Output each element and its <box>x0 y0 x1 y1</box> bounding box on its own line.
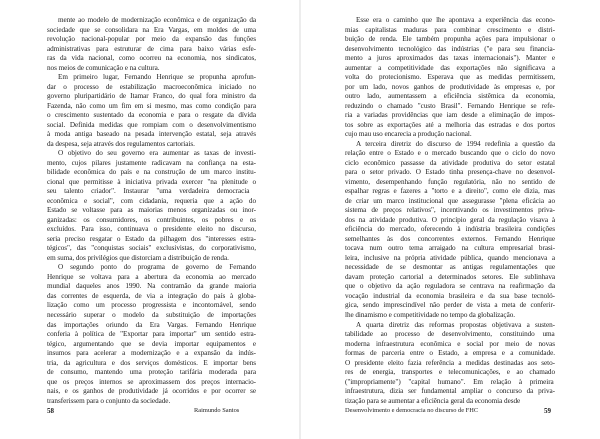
text-line: reduzindo o chamado "custo Brasil". Fernando Henrique se refe- <box>345 101 555 110</box>
text-line: tabilidade ao processo de desenvolvimento, constituindo uma <box>345 330 555 339</box>
text-line: mento a juros aproximados das taxas internacionais"). Manter e <box>345 54 555 63</box>
text-line: excluídos. Para isso, continuava o presidente eleito no discurso, <box>47 225 256 234</box>
text-line: das correntes de esquerda, de via a integração do país à globa- <box>47 291 256 300</box>
text-line: tocava num outro tema arraigado na cultura empresarial brasi- <box>345 244 555 253</box>
running-head-right: Desenvolvimento e democracia no discurso de FHC <box>345 407 479 414</box>
text-line: tégico, argumentando que se devia importar equipamentos e <box>47 339 256 348</box>
text-line: O presidente eleito fazia referência a medidas destinadas aos seto- <box>345 358 555 367</box>
text-line: sistema de preços relativos", incentivando os investimentos priva- <box>345 206 555 215</box>
text-line: transferissem para o conjunto da sociedade. <box>47 396 171 405</box>
text-line: tos sobre as exportações até a melhoria das estradas e dos portos <box>345 120 555 129</box>
text-line: governo pluripartidário de Itamar Franco, do qual fora ministro da <box>47 92 256 101</box>
text-line: que os preços internos se aproximassem dos preços internacio- <box>47 377 256 386</box>
text-line: tização para se aumentar a eficiência geral da economia desde <box>345 396 521 405</box>
text-line: à moda antiga baseado na pesada intervenção estatal, seja através <box>47 130 256 139</box>
text-line: infraestrutura, dizia ser fundamental ampliar o concurso da priva- <box>345 387 555 396</box>
text-line: tégicos", das "conquistas sociais" exclusivistas, do corporativismo, <box>47 244 256 253</box>
text-line: ria a variadas providências que iam desde a eliminação de impos- <box>345 111 555 120</box>
text-line: aumentar a competitividade das exportações não significava a <box>345 63 555 72</box>
text-line: volta do protecionismo. Esperava que as medidas permitissem, <box>345 73 555 82</box>
text-line: lhe dinamismo e competitividade no tempo da globalização. <box>345 310 515 319</box>
text-line: conferia à política de "Exportar para importar" um sentido estra- <box>47 330 256 339</box>
text-line: ciclo econômico passasse da atividade produtiva do setor estatal <box>345 158 555 167</box>
text-line: necessidade de se desmontar as antigas regulamentações que <box>345 263 555 272</box>
text-line: relação entre o Estado e o mercado buscando que o ciclo do novo <box>345 149 555 158</box>
text-line: gica, sendo imprescindível não perder de vista a meta de conferir- <box>345 301 555 310</box>
text-line: para o setor privado. O Estado tinha presença-chave no desenvol- <box>345 168 555 177</box>
text-line: de criar um marco institucional que assegurasse "plena eficácia ao <box>345 196 555 205</box>
text-line: semelhantes às dos concorrentes externos. Fernando Henrique <box>345 234 555 243</box>
text-line: vocação industrial da economia brasileira e da sua base tecnoló- <box>345 291 555 300</box>
text-line: que o objetivo da ação reguladora se centrava na reafirmação da <box>345 282 555 291</box>
running-head-left: Raimundo Santos <box>194 407 240 414</box>
text-line: nos meios de comunicação e na cultura. <box>47 63 160 72</box>
right-page <box>300 0 600 439</box>
text-line: administrativas para estruturar de cima para baixo várias esfe- <box>47 44 256 53</box>
text-line: sociedade que se consolidara na Era Vargas, em moldes de uma <box>47 25 256 34</box>
text-line: nais, e os ganhos de produtividade já ocorridos e por ocorrer se <box>47 387 256 396</box>
text-line: O objetivo do seu governo era aumentar as taxas de investi- <box>58 149 256 158</box>
text-line: Estado se voltasse para as maiorias menos organizadas ou inor- <box>47 206 256 215</box>
page-number-left: 58 <box>47 407 54 415</box>
text-line: moderna infraestrutura econômica e social por meio de novas <box>345 339 555 348</box>
text-line: Fazenda, não como um fim em si mesmo, mas como condição para <box>47 101 256 110</box>
page-number-right: 59 <box>544 407 551 415</box>
text-line: res de energia, transportes e telecomunicações, e ao chamado <box>345 368 555 377</box>
text-line: eficiência do mercado, oferecendo à indústria brasileira condições <box>345 225 555 234</box>
text-line: mento, cujos pilares justamente radicavam na confiança na esta- <box>47 158 256 167</box>
text-line: seu talento criador". Instaurar "uma verdadeira democracia <box>47 187 250 196</box>
text-line: ganizadas: os consumidores, os contribuintes, os pobres e os <box>47 215 256 224</box>
text-line: em suma, dos privilégios que distorciam a distribuição de renda. <box>47 253 229 262</box>
paragraph <box>47 263 256 406</box>
text-line: outro lado, aumentassem a eficiência sistêmica da economia, <box>345 92 555 101</box>
text-line: buição de renda. Ele também propunha ações para impulsionar o <box>345 35 555 44</box>
text-line: da despesa, seja através dos regulamentos cartoriais. <box>47 139 195 148</box>
text-line: tria, da agricultura e dos serviços domésticos. E importar bens <box>47 358 256 367</box>
text-line: dar o processo de estabilização macroeconômica iniciado no <box>47 82 256 91</box>
text-line: leira, inclusive na própria atividade pública, quando mencionava a <box>345 253 555 262</box>
text-line: o crescimento sustentado da economia e para o resgate da dívida <box>47 111 256 120</box>
text-line: O segundo ponto do programa de governo de Fernando <box>58 263 256 272</box>
text-line: seria preciso resgatar o Estado da pilhagem dos "interesses estra- <box>47 234 256 243</box>
text-line: mundial daqueles anos 1990. Na contramão da grande maioria <box>47 282 256 291</box>
text-line: lização como um processo progressista e incontornável, sendo <box>47 301 256 310</box>
text-line: cujo mau uso encarecia a produção nacional. <box>345 130 472 139</box>
text-line: vimento, desempenhando função regulatória, não no sentido de <box>345 177 555 186</box>
text-line: ras da vida nacional, como ocorreu na economia, nos sindicatos, <box>47 54 256 63</box>
text-line: Henrique se voltava para a abertura da economia ao mercado <box>47 272 256 281</box>
text-line: necessário superar o modelo da substituição de importações <box>47 310 256 319</box>
text-line: A terceira diretriz do discurso de 1994 redefinia a questão da <box>356 139 555 148</box>
text-line: dos na atividade produtiva. O princípio geral da regulação visava à <box>345 215 555 224</box>
paragraph <box>345 321 555 407</box>
text-line: insumos para acelerar a modernização e a expansão da indús- <box>47 349 256 358</box>
text-line: cional que permitisse à iniciativa privada exercer "na plenitude o <box>47 177 256 186</box>
text-line: social. Definida medidas que rompiam com o desenvolvimentismo <box>47 120 256 129</box>
text-line: Esse era o caminho que lhe apontava a experiência das econo- <box>356 16 555 24</box>
right-text-column <box>345 16 555 406</box>
text-line: espalhar regras e fazeres a "torto e a direito", como ele dizia, mas <box>345 187 555 196</box>
left-text-column <box>47 16 256 406</box>
paragraph <box>47 149 256 263</box>
text-line: revolução nacional-popular por meio da expansão das funções <box>47 35 256 44</box>
text-line: formas de parceria entre o Estado, a empresa e a comunidade. <box>345 349 555 358</box>
text-line: davam proteção cartorial a determinados setores. Ele sublinhava <box>345 272 555 281</box>
text-line: econômica e social", com cidadania, requeria que a ação do <box>47 196 256 205</box>
text-line: bilidade econômica do país e na construção de um marco institu- <box>47 168 256 177</box>
text-line: A quarta diretriz das reformas propostas objetivava a susten- <box>356 320 555 329</box>
text-line: das importações oriundo da Era Vargas. Fernando Henrique <box>47 320 256 329</box>
text-line: mente ao modelo de modernização econômica e de organização da <box>58 16 256 24</box>
text-line: mias capitalistas maduras para combinar crescimento e distri- <box>345 25 555 34</box>
text-line: por um lado, novos ganhos de produtividade às empresas e, por <box>345 82 555 91</box>
text-line: de consumo, mantendo uma proteção tarifária moderada para <box>47 368 256 377</box>
text-line: desenvolvimento tecnológico das indústrias ("e para seu financia- <box>345 44 555 53</box>
text-line: ("impropriamente") "capital humano". Em relação à primeira <box>345 377 554 386</box>
paragraph <box>47 16 256 73</box>
paragraph <box>345 140 555 321</box>
paragraph <box>345 16 555 140</box>
paragraph <box>47 73 256 149</box>
text-line: Em primeiro lugar, Fernando Henrique se propunha aprofun- <box>58 73 256 82</box>
